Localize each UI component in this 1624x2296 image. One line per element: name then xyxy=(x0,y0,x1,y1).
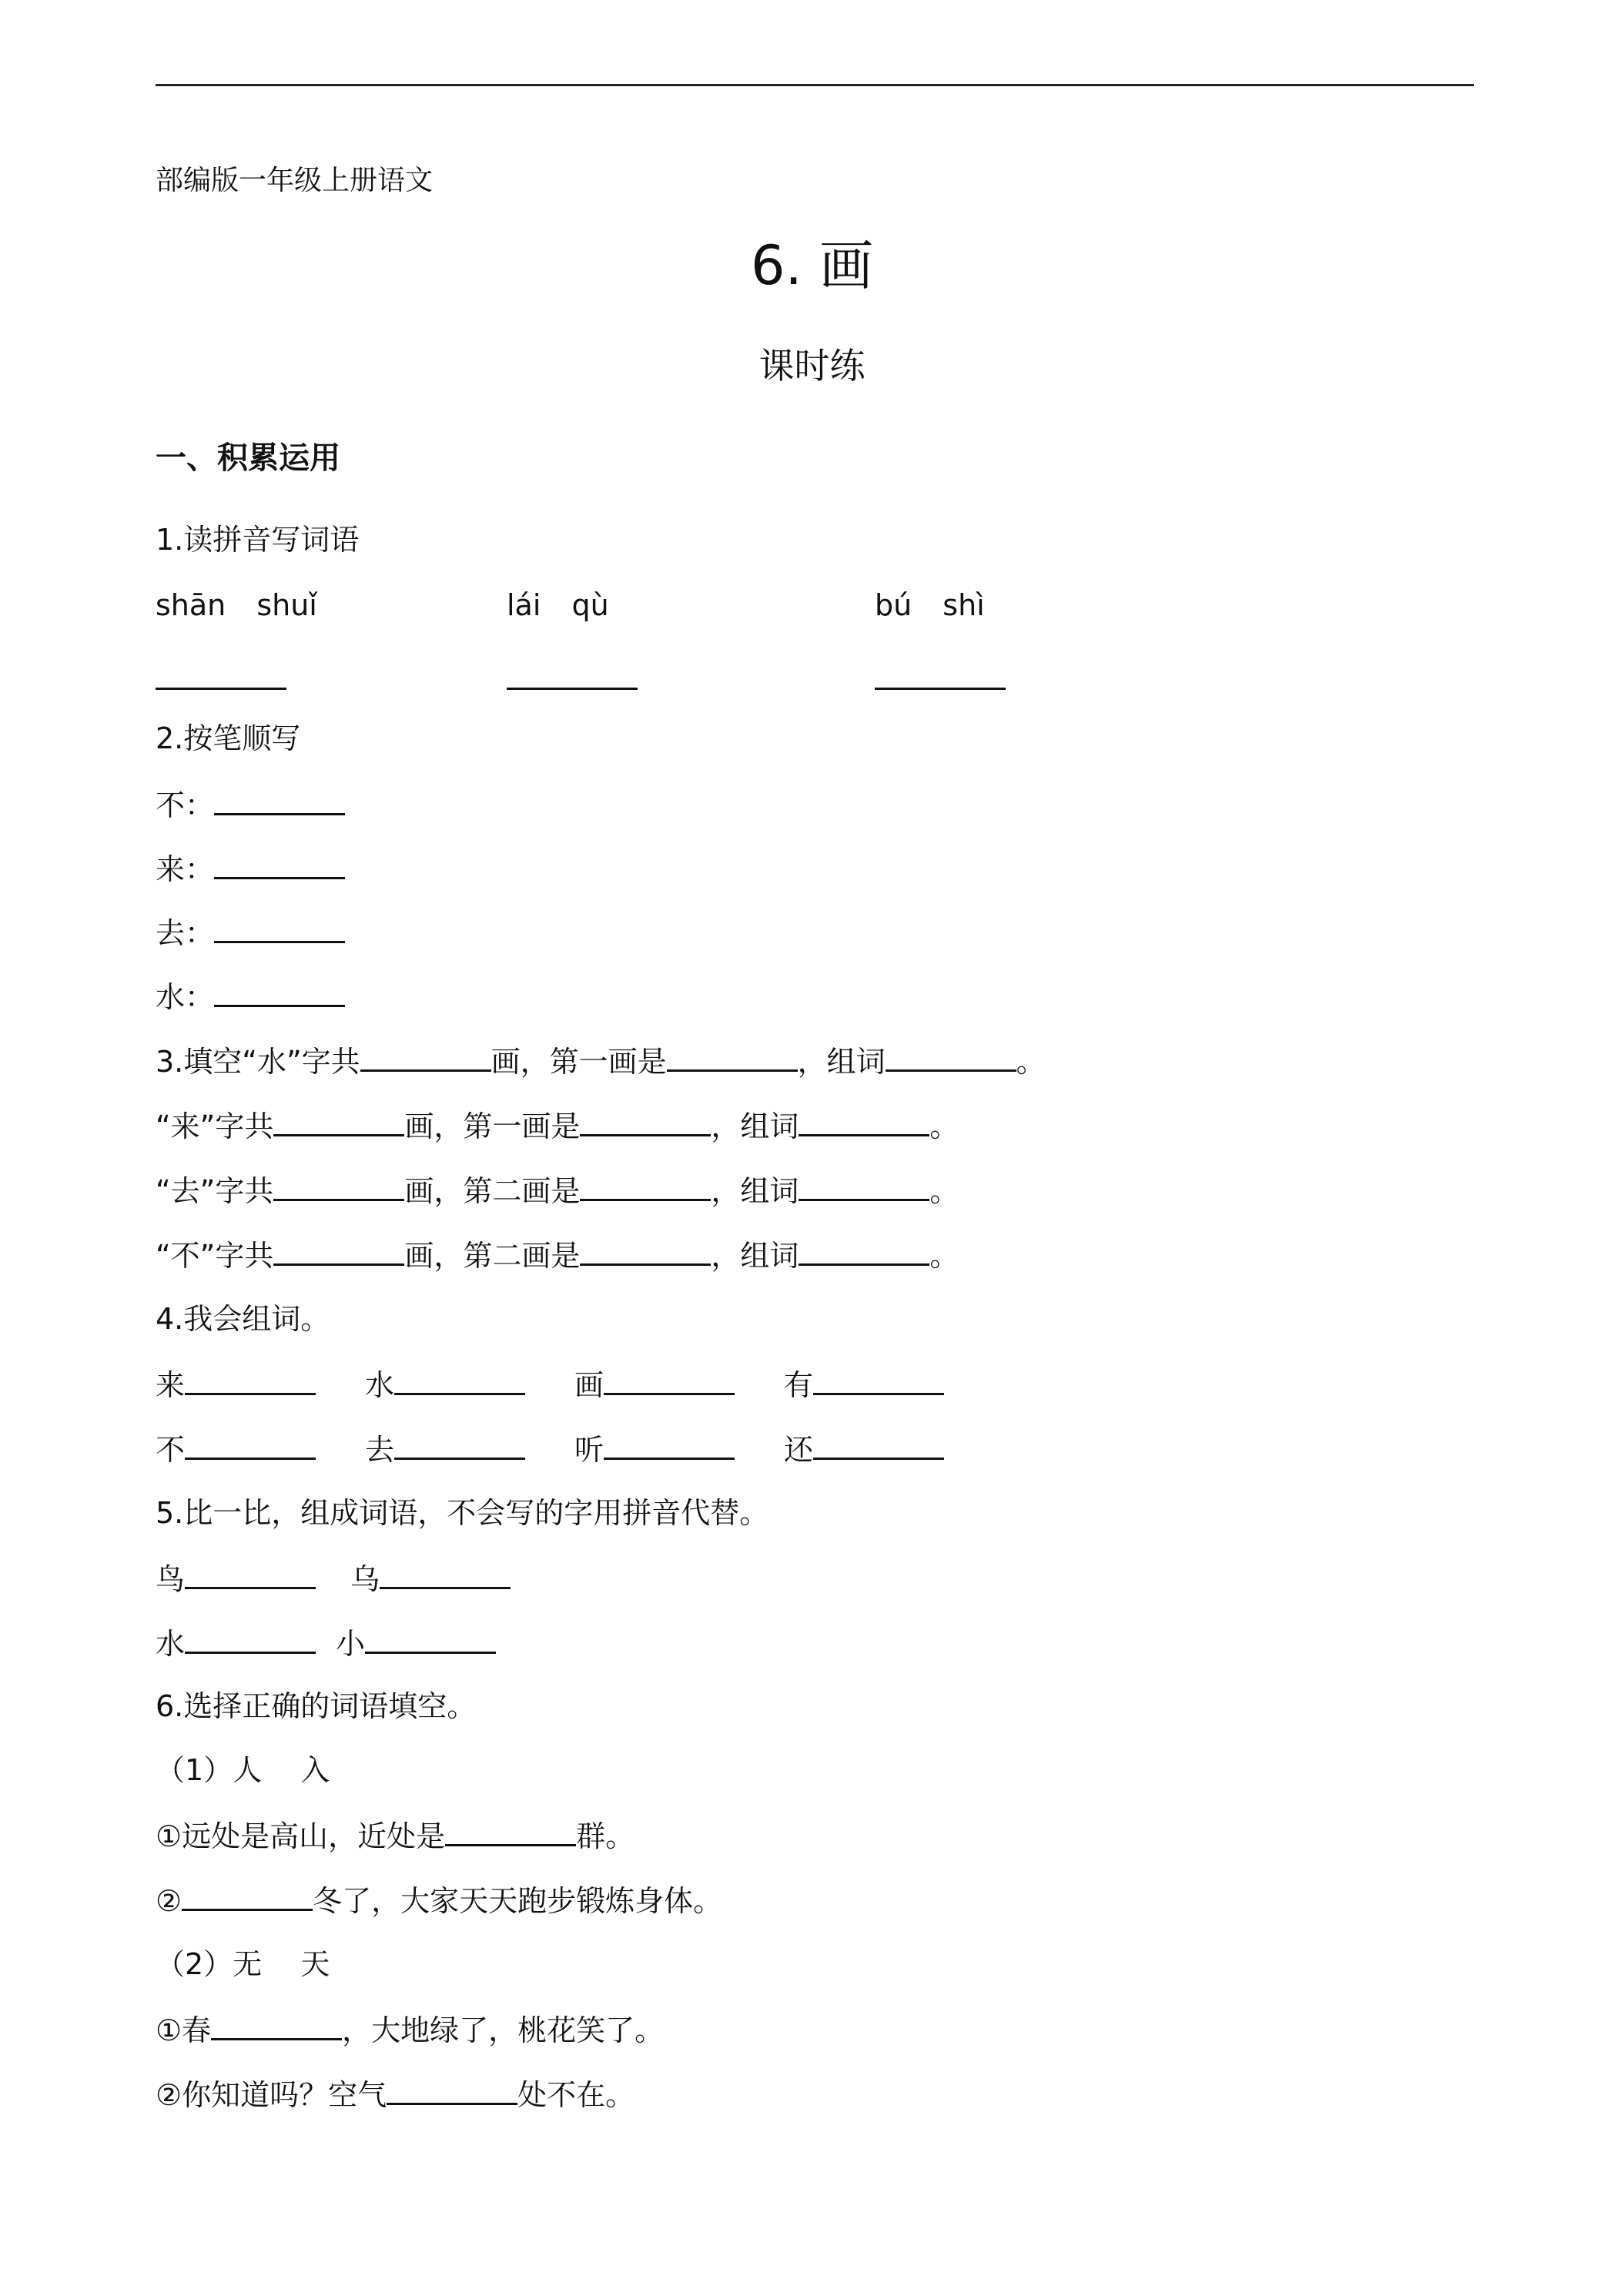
sentence-text: ，大地绿了，桃花笑了。 xyxy=(342,2013,665,2047)
sentence-text: ①远处是高山，近处是 xyxy=(156,1819,446,1853)
word-char: 水 xyxy=(365,1368,395,1402)
answer-blank[interactable] xyxy=(886,1040,1016,1072)
fill-text: ，组词 xyxy=(711,1110,799,1143)
answer-blank[interactable] xyxy=(507,688,638,690)
stroke-order-line xyxy=(156,784,345,825)
word-item xyxy=(574,1428,735,1470)
sentence-text: ②你知道吗？空气 xyxy=(156,2078,387,2112)
fill-text: 。 xyxy=(929,1239,959,1273)
answer-blank[interactable] xyxy=(185,1558,316,1589)
stroke-order-line xyxy=(156,912,345,953)
answer-blank[interactable] xyxy=(380,1558,511,1589)
sentence-text: 冬了，大家天天跑步锻炼身体。 xyxy=(313,1884,723,1918)
word-item xyxy=(784,1428,944,1470)
word-char: 去 xyxy=(365,1433,395,1467)
question-6-prompt: 6.选择正确的词语填空。 xyxy=(156,1689,477,1723)
question-1-prompt: 1.读拼音写词语 xyxy=(156,523,360,557)
fill-line xyxy=(156,1105,959,1146)
sentence-line xyxy=(156,2009,664,2050)
answer-blank[interactable] xyxy=(445,1815,576,1846)
answer-blank[interactable] xyxy=(273,1105,404,1136)
answer-blank[interactable] xyxy=(182,1879,313,1911)
pinyin-2: lái qù xyxy=(507,588,609,622)
character-label: 水： xyxy=(156,980,215,1014)
fill-text: ，组词 xyxy=(711,1174,799,1208)
sentence-text: ①春 xyxy=(156,2013,212,2047)
sentence-line xyxy=(156,1815,635,1856)
fill-text: 。 xyxy=(1016,1045,1046,1079)
fill-text: “不”字共 xyxy=(156,1239,274,1273)
answer-blank[interactable] xyxy=(365,1622,496,1654)
sentence-text: 处不在。 xyxy=(517,2078,635,2112)
fill-text: “去”字共 xyxy=(156,1174,274,1208)
fill-text: 。 xyxy=(929,1110,959,1143)
question-5-prompt: 5.比一比，组成词语，不会写的字用拼音代替。 xyxy=(156,1496,769,1530)
word-char: 乌 xyxy=(350,1562,380,1596)
choice-group-label: （1）人 入 xyxy=(156,1753,330,1787)
header-rule xyxy=(156,84,1474,86)
answer-blank[interactable] xyxy=(394,1428,525,1460)
answer-blank[interactable] xyxy=(211,2009,342,2040)
answer-blank[interactable] xyxy=(799,1234,929,1266)
sentence-line xyxy=(156,2073,635,2115)
question-2-prompt: 2.按笔顺写 xyxy=(156,721,301,755)
answer-blank[interactable] xyxy=(667,1040,798,1072)
fill-line xyxy=(156,1170,959,1211)
fill-text: 画，第一画是 xyxy=(491,1045,667,1079)
word-char: 小 xyxy=(336,1627,366,1661)
sentence-line xyxy=(156,1879,722,1921)
character-label: 来： xyxy=(156,852,215,886)
fill-text: ，组词 xyxy=(711,1239,799,1273)
answer-blank[interactable] xyxy=(813,1428,944,1460)
answer-blank[interactable] xyxy=(387,2073,517,2105)
fill-text: 。 xyxy=(929,1174,959,1208)
page-subtitle: 课时练 xyxy=(758,345,866,387)
fill-text: 画，第二画是 xyxy=(404,1174,581,1208)
answer-blank[interactable] xyxy=(604,1364,735,1395)
word-item xyxy=(336,1622,496,1664)
section-heading: 一、积累运用 xyxy=(156,440,340,476)
subject-label: 部编版一年级上册语文 xyxy=(156,165,434,196)
answer-blank[interactable] xyxy=(156,688,286,690)
fill-line xyxy=(156,1040,1046,1082)
fill-text: “来”字共 xyxy=(156,1110,274,1143)
word-item xyxy=(365,1364,525,1405)
page-title: 6. 画 xyxy=(750,234,874,297)
answer-blank[interactable] xyxy=(214,848,345,879)
word-char: 听 xyxy=(574,1433,604,1467)
question-4-prompt: 4.我会组词。 xyxy=(156,1302,330,1336)
word-item xyxy=(365,1428,525,1470)
word-item xyxy=(574,1364,735,1405)
word-item xyxy=(350,1558,511,1599)
answer-blank[interactable] xyxy=(799,1170,929,1201)
answer-blank[interactable] xyxy=(214,784,345,815)
character-label: 去： xyxy=(156,916,215,950)
sentence-text: 群。 xyxy=(576,1819,635,1853)
word-char: 画 xyxy=(574,1368,604,1402)
answer-blank[interactable] xyxy=(580,1234,711,1266)
answer-blank[interactable] xyxy=(875,688,1006,690)
answer-blank[interactable] xyxy=(813,1364,944,1395)
pinyin-1: shān shuǐ xyxy=(156,588,317,622)
answer-blank[interactable] xyxy=(185,1622,316,1654)
word-item xyxy=(156,1558,316,1599)
stroke-order-line xyxy=(156,848,345,889)
word-char: 水 xyxy=(156,1627,186,1661)
answer-blank[interactable] xyxy=(214,912,345,943)
word-item xyxy=(156,1622,316,1664)
answer-blank[interactable] xyxy=(580,1170,711,1201)
sentence-text: ② xyxy=(156,1884,182,1918)
answer-blank[interactable] xyxy=(360,1040,491,1072)
answer-blank[interactable] xyxy=(214,976,345,1007)
word-char: 不 xyxy=(156,1433,186,1467)
fill-text: 画，第一画是 xyxy=(404,1110,581,1143)
fill-line xyxy=(156,1234,959,1276)
answer-blank[interactable] xyxy=(580,1105,711,1136)
fill-text: 画，第二画是 xyxy=(404,1239,581,1273)
word-item xyxy=(156,1364,316,1405)
word-item xyxy=(156,1428,316,1470)
answer-blank[interactable] xyxy=(185,1428,316,1460)
fill-text: 3.填空“水”字共 xyxy=(156,1045,360,1079)
fill-text: ，组词 xyxy=(797,1045,886,1079)
answer-blank[interactable] xyxy=(185,1364,316,1395)
stroke-order-line xyxy=(156,976,345,1017)
answer-blank[interactable] xyxy=(273,1170,404,1201)
answer-blank[interactable] xyxy=(604,1428,735,1460)
pinyin-3: bú shì xyxy=(875,588,985,622)
choice-group-label: （2）无 天 xyxy=(156,1947,330,1981)
word-char: 来 xyxy=(156,1368,186,1402)
word-item xyxy=(784,1364,944,1405)
answer-blank[interactable] xyxy=(799,1105,929,1136)
word-char: 有 xyxy=(784,1368,814,1402)
word-char: 鸟 xyxy=(156,1562,186,1596)
answer-blank[interactable] xyxy=(394,1364,525,1395)
word-char: 还 xyxy=(784,1433,814,1467)
answer-blank[interactable] xyxy=(273,1234,404,1266)
character-label: 不： xyxy=(156,788,215,822)
